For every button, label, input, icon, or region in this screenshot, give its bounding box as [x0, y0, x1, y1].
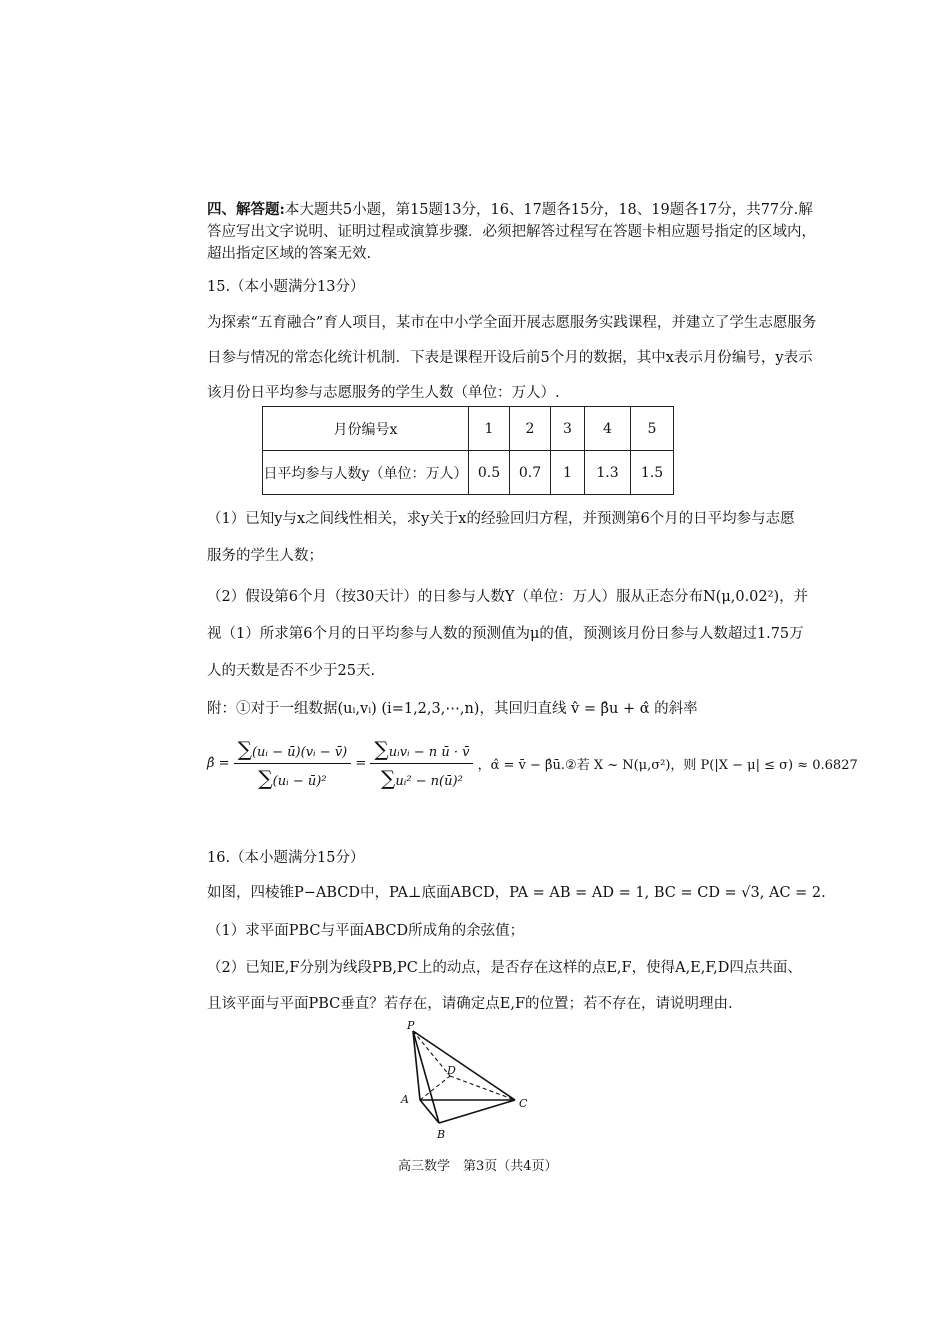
equals-sign: = — [355, 756, 367, 771]
fraction-expanded — [370, 737, 473, 790]
section-heading: 四、解答题: — [207, 201, 285, 218]
sigma-symbol: ∑ — [237, 737, 252, 761]
edge-ad-hidden — [420, 1076, 450, 1100]
table-cell: 1.5 — [631, 451, 674, 495]
formula-tail: ，α̂ = v̄ − β̂ū.②若 X ~ N(μ,σ²)，则 P(|X − μ| ≤ σ) ≈ 0.6827 — [477, 758, 858, 773]
q15-part2-line-2: 视（1）所求第6个月的日平均参与人数的预测值为μ的值，预测该月份日参与人数超过1.75万 — [207, 626, 804, 642]
table-cell: 0.5 — [469, 451, 510, 495]
sigma-symbol: ∑ — [381, 766, 396, 790]
table-cell: 0.7 — [510, 451, 551, 495]
label-a: A — [401, 1093, 409, 1106]
regression-formula — [207, 737, 858, 790]
q16-title: 16.（本小题满分15分） — [207, 850, 365, 866]
edge-dc-hidden — [450, 1076, 515, 1100]
table-row-label-y: 日平均参与人数y（单位：万人） — [263, 451, 469, 495]
q15-paragraph-2: 日参与情况的常态化统计机制．下表是课程开设后前5个月的数据，其中x表示月份编号，y表示 — [207, 350, 813, 366]
q15-title: 15.（本小题满分13分） — [207, 279, 365, 295]
q15-part1-line-1: （1）已知y与x之间线性相关，求y关于x的经验回归方程，并预测第6个月的日平均参与志愿 — [207, 511, 795, 527]
numerator-1: (uᵢ − ū)(vᵢ − v̄) — [251, 745, 348, 760]
table-row — [263, 451, 674, 495]
table-cell: 3 — [551, 407, 585, 451]
q15-part1-line-2: 服务的学生人数； — [207, 548, 323, 564]
q15-paragraph-3: 该月份日平均参与志愿服务的学生人数（单位：万人）. — [207, 385, 560, 401]
table-cell: 4 — [585, 407, 631, 451]
q15-part2-line-1: （2）假设第6个月（按30天计）的日参与人数Y（单位：万人）服从正态分布N(μ,0.02²)，并 — [207, 589, 809, 605]
q15-data-table — [262, 406, 674, 495]
section-text-1: 本大题共5小题，第15题13分，16、17题各15分，18、19题各17分，共77分.解 — [284, 202, 813, 218]
page-footer: 高三数学 第3页（共4页） — [398, 1159, 558, 1174]
q16-part2-line-2: 且该平面与平面PBC垂直？若存在，请确定点E,F的位置；若不存在，请说明理由. — [207, 996, 733, 1012]
label-c: C — [519, 1097, 528, 1110]
q15-part2-line-3: 人的天数是否不少于25天. — [207, 663, 376, 679]
label-p: P — [407, 1019, 415, 1032]
sigma-symbol: ∑ — [258, 766, 273, 790]
q16-paragraph-1: 如图，四棱锥P−ABCD中，PA⊥底面ABCD，PA = AB = AD = 1, BC = CD = √3, AC = 2. — [207, 885, 826, 901]
q15-appendix: 附：①对于一组数据(uᵢ,vᵢ) (i=1,2,3,⋯,n)，其回归直线 v̂ = β̂u + α̂ 的斜率 — [207, 701, 698, 717]
table-cell: 5 — [631, 407, 674, 451]
q16-part1: （1）求平面PBC与平面ABCD所成角的余弦值； — [207, 923, 525, 939]
sigma-symbol: ∑ — [374, 737, 389, 761]
pyramid-figure — [395, 1018, 535, 1146]
q16-part2-line-1: （2）已知E,F分别为线段PB,PC上的动点，是否存在这样的点E,F，使得A,E,F,D四点共面、 — [207, 960, 802, 976]
table-cell: 1.3 — [585, 451, 631, 495]
edge-bc — [439, 1100, 515, 1123]
q15-paragraph-1: 为探索“五育融合”育人项目，某市在中小学全面开展志愿服务实践课程，并建立了学生志愿服务 — [207, 315, 817, 331]
table-row — [263, 407, 674, 451]
section-text-2: 答应写出文字说明、证明过程或演算步骤．必须把解答过程写在答题卡相应题号指定的区域内， — [207, 224, 816, 240]
label-b: B — [437, 1128, 446, 1141]
label-d: D — [447, 1064, 456, 1077]
table-row-label-x: 月份编号x — [263, 407, 469, 451]
denominator-1: (uᵢ − ū)² — [272, 774, 327, 789]
table-cell: 1 — [469, 407, 510, 451]
section-intro — [207, 199, 816, 265]
beta-hat: β̂ = — [207, 756, 230, 771]
numerator-2: uᵢvᵢ − n ū · v̄ — [388, 745, 470, 760]
fraction-centered — [234, 737, 352, 790]
table-cell: 1 — [551, 451, 585, 495]
denominator-2: uᵢ² − n(ū)² — [395, 774, 463, 789]
section-text-3: 超出指定区域的答案无效. — [207, 246, 372, 262]
table-cell: 2 — [510, 407, 551, 451]
edge-pc — [413, 1031, 515, 1100]
